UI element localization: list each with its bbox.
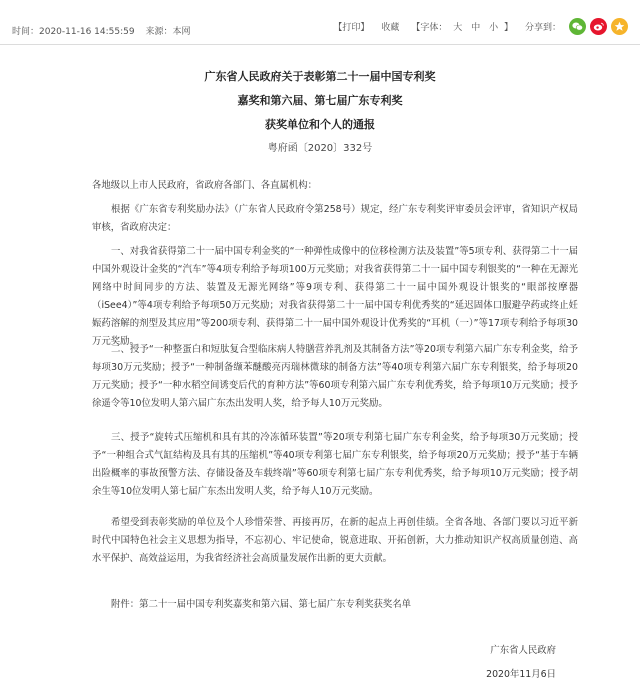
font-small-button[interactable]: 小: [489, 23, 499, 33]
publish-info: [12, 24, 198, 37]
document-number: 粤府函〔2020〕332号: [267, 143, 373, 154]
publish-time: 时间：2020-11-16 14:55:59: [12, 27, 135, 37]
attachment-note: 附件：第二十一届中国专利奖嘉奖和第六届、第七届广东专利奖获奖名单: [111, 599, 412, 610]
article-meta-bar: [0, 0, 640, 45]
article-tools: [321, 18, 628, 35]
print-button[interactable]: 【打印】: [333, 23, 370, 33]
font-size-label: 【字体：: [411, 23, 448, 33]
favorite-button[interactable]: 收藏: [381, 23, 400, 33]
paragraph-intro: 根据《广东省专利奖励办法》（广东省人民政府令第258号）规定，经广东专利奖评审委员会评审，省知识产权局审核，省政府决定：: [92, 204, 578, 233]
font-large-button[interactable]: 大: [453, 23, 463, 33]
paragraph-section-1: 一、对我省获得第二十一届中国专利金奖的“一种弹性成像中的位移检测方法及装置”等5项专利、获得第二十一届中国外观设计金奖的“汽车”等4项专利给予每项100万元奖励；对我省获得第二十一届中国专利银奖的“一种在无源光网络中时间同步的方法、装置及无源光网络”等9项专利、获得第二十一届中国外观设计银奖的“眼部按摩器（iSee4）”等4项专利给予每项50万元奖励；对我省获得第二十一届中国专利优秀奖的“延迟固体口服避孕药或终止妊娠药溶解的剂型及其应用”等200项专利、获得第二十一届中国外观设计优秀奖的“耳机（一）”等17项专利给予每项30万元奖励。: [92, 246, 578, 347]
weibo-icon[interactable]: [590, 18, 607, 35]
share-label: 分享到：: [524, 23, 561, 33]
salutation: 各地级以上市人民政府，省政府各部门、各直属机构：: [92, 180, 318, 191]
paragraph-section-2: 二、授予“一种整蛋白和短肽复合型临床病人特膳营养乳剂及其制备方法”等20项专利第六届广东专利金奖，给予每项30万元奖励；授予“一种制备缬苯醚酸亮丙瑞林微球的制备方法”等40项专利第六届广东专利银奖，给予每项20万元奖励；授予“一种水稻空间诱变后代的育种方法”等60项专利第六届广东专利优秀奖，给予每项10万元奖励；授予徐遥令等10位发明人第六届广东杰出发明人奖，给予每人10万元奖励。: [92, 344, 578, 409]
paragraph-section-3: 三、授予“旋转式压缩机和具有其的冷冻循环装置”等20项专利第七届广东专利金奖，给予每项30万元奖励；授予“一种组合式气缸结构及具有其的压缩机”等40项专利第七届广东专利银奖，给予每项20万元奖励；授予“基于车辆出险概率的事故预警方法、存储设备及车载终端”等60项专利第七届广东专利优秀奖，给予每项10万元奖励；授予胡余生等10位发明人第七届广东杰出发明人奖，给予每人10万元奖励。: [92, 432, 578, 497]
document-title-line-1: 广东省人民政府关于表彰第二十一届中国专利奖: [204, 70, 436, 83]
document-title-line-2: 嘉奖和第六届、第七届广东专利奖: [237, 94, 403, 107]
signing-date: 2020年11月6日: [486, 669, 556, 680]
publish-source: 来源：本网: [145, 27, 191, 37]
document-title-line-3: 获奖单位和个人的通报: [265, 118, 375, 131]
font-medium-button[interactable]: 中: [471, 23, 481, 33]
qzone-icon[interactable]: [611, 18, 628, 35]
font-size-selector: [411, 20, 513, 33]
font-size-close: 】: [503, 23, 513, 33]
signer: 广东省人民政府: [490, 645, 556, 656]
paragraph-closing: 希望受到表彰奖励的单位及个人珍惜荣誉、再接再厉，在新的起点上再创佳绩。全省各地、各部门要以习近平新时代中国特色社会主义思想为指导，不忘初心、牢记使命，锐意进取、开拓创新，大力推动知识产权高质量创造、高水平保护、高效益运用，为我省经济社会高质量发展作出新的更大贡献。: [92, 517, 578, 564]
wechat-icon[interactable]: [569, 18, 586, 35]
